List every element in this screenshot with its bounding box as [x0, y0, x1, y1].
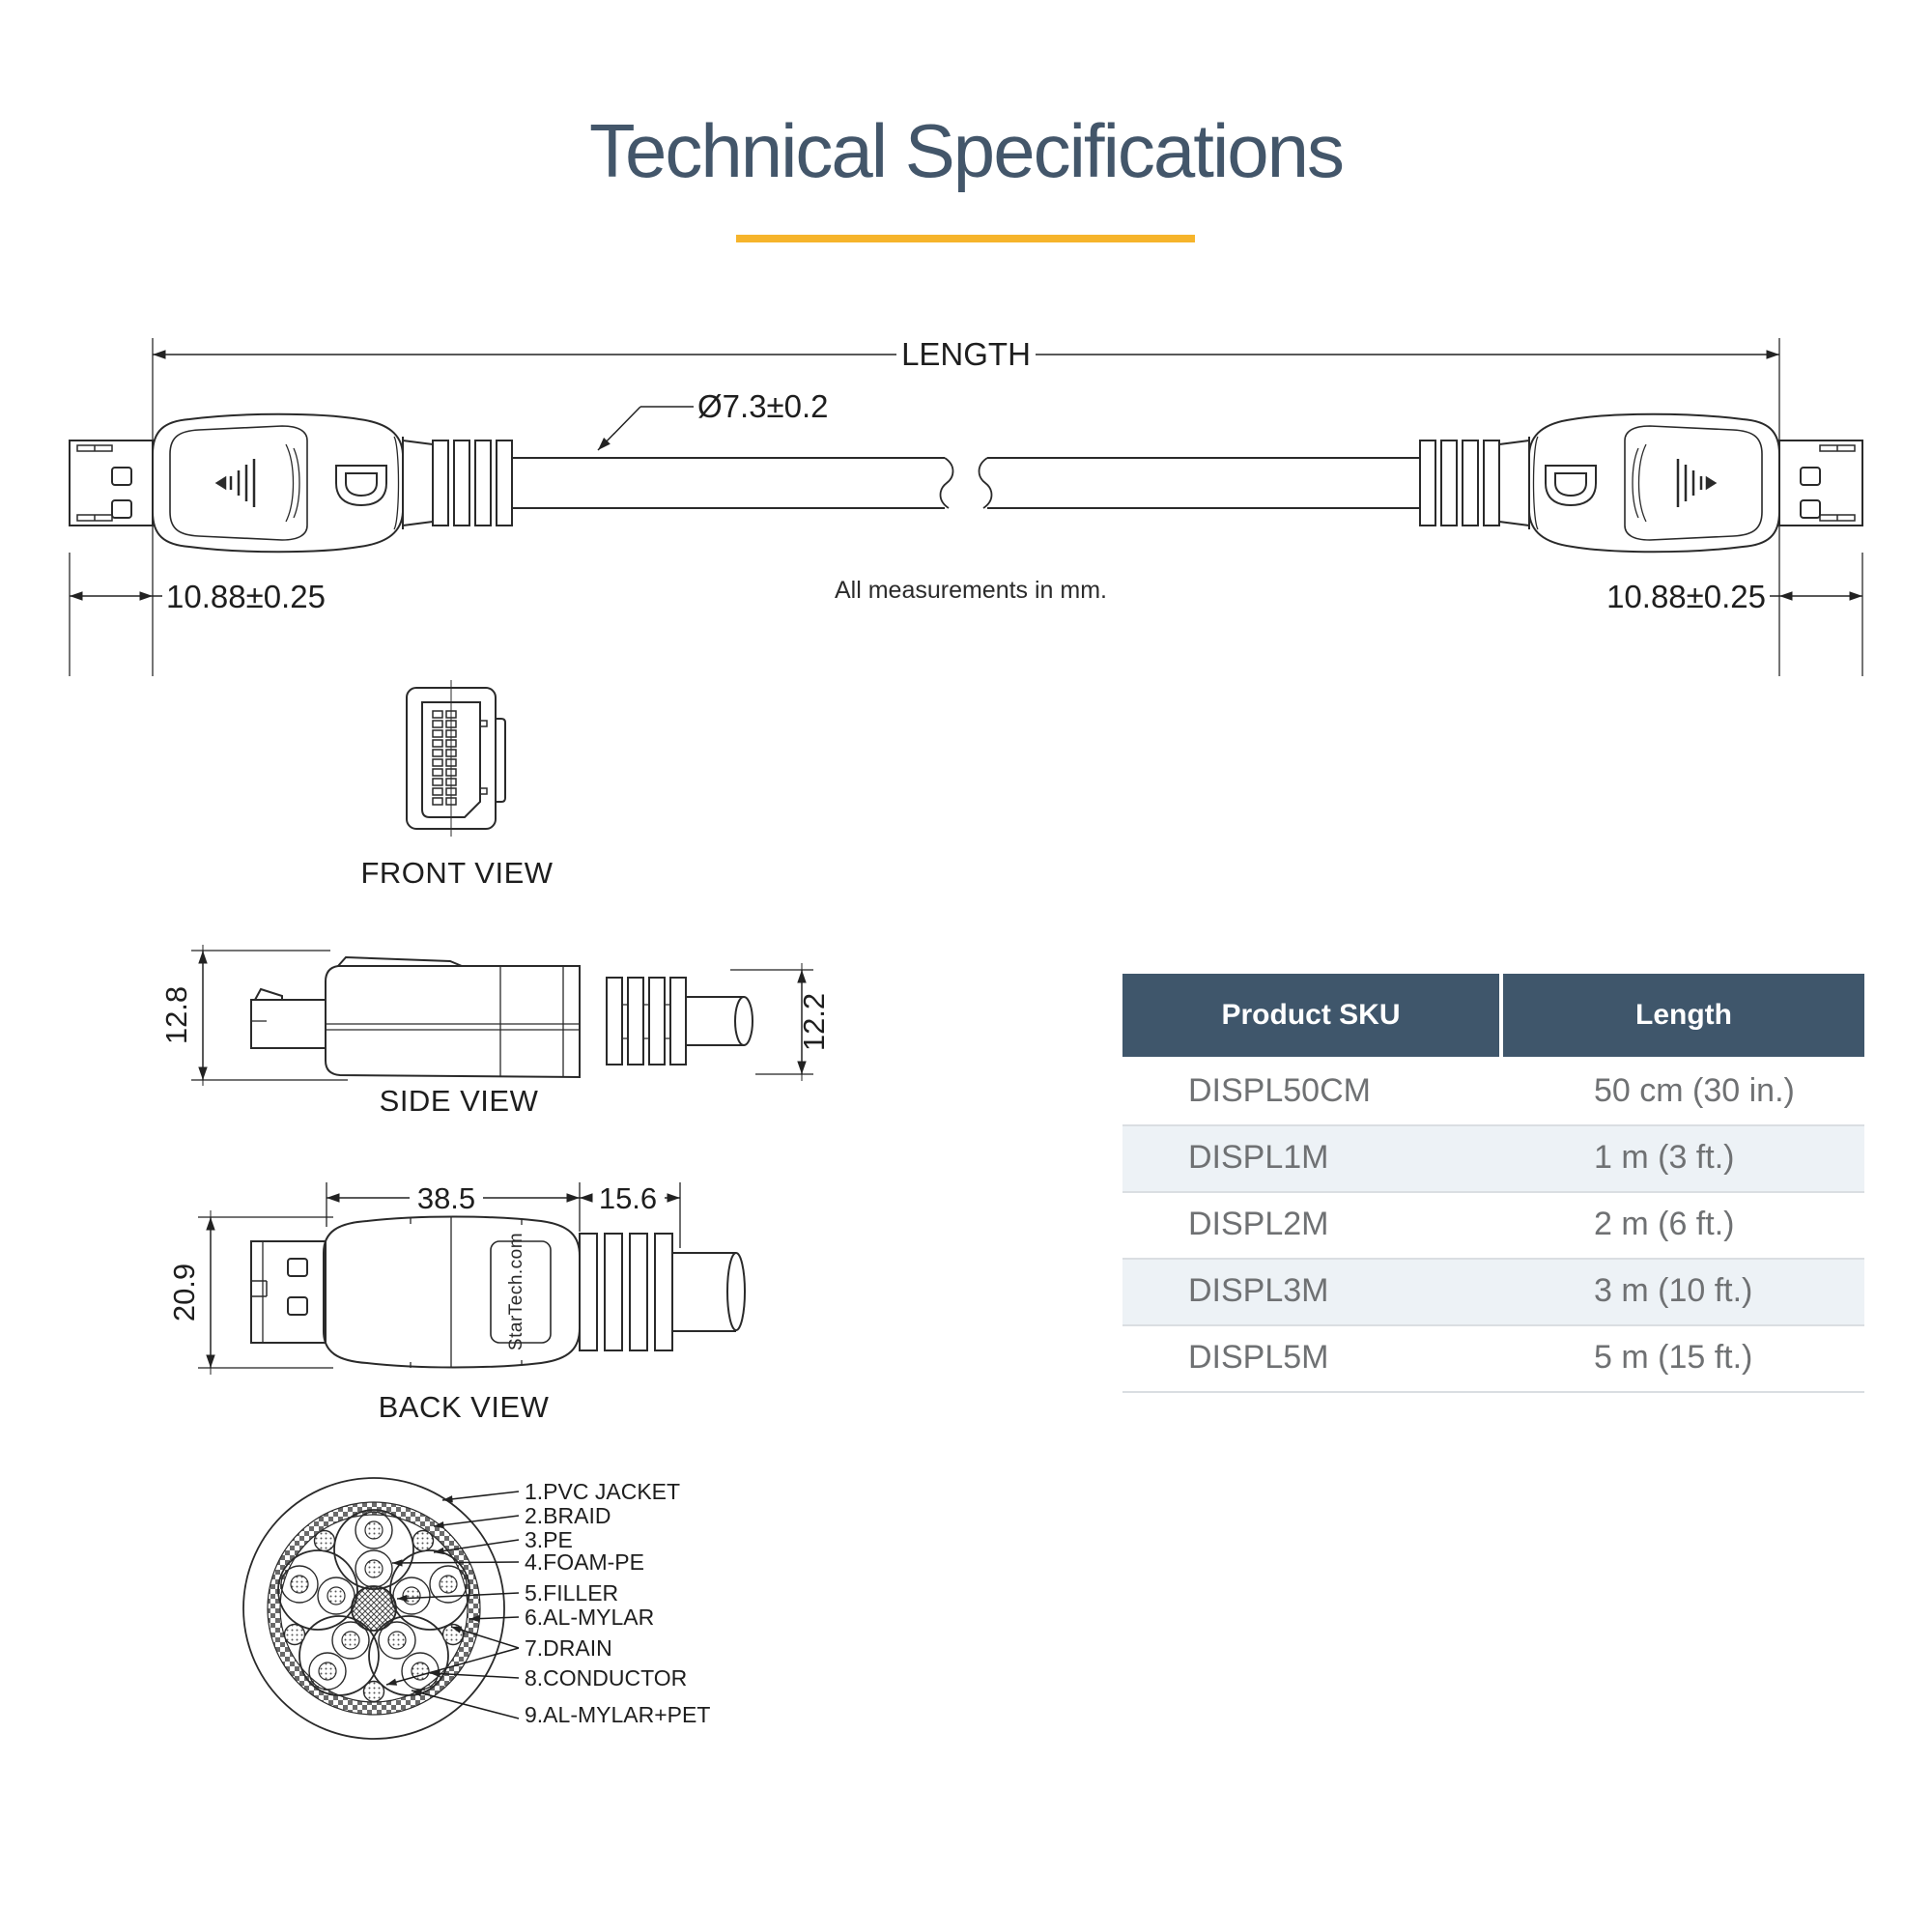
side-height-dimension-left — [191, 945, 348, 1086]
sku-cell: DISPL5M — [1188, 1338, 1329, 1376]
plug-depth-label-right: 10.88±0.25 — [1606, 579, 1766, 614]
length-cell: 2 m (6 ft.) — [1594, 1205, 1735, 1242]
cross-section-label: 8.CONDUCTOR — [525, 1665, 688, 1690]
back-boot-width-label: 15.6 — [598, 1181, 658, 1215]
column-header-length: Length — [1503, 974, 1864, 1057]
twisted-pair — [278, 1550, 357, 1630]
cross-section-label: 9.AL-MYLAR+PET — [525, 1702, 711, 1727]
length-cell: 50 cm (30 in.) — [1594, 1071, 1795, 1109]
side-view-label: SIDE VIEW — [379, 1084, 539, 1118]
column-header-sku: Product SKU — [1122, 974, 1499, 1057]
length-cell: 3 m (10 ft.) — [1594, 1271, 1753, 1309]
diameter-callout — [598, 407, 694, 450]
cross-section-label: 4.FOAM-PE — [525, 1549, 644, 1575]
sku-cell: DISPL50CM — [1188, 1071, 1371, 1109]
front-view-label: FRONT VIEW — [360, 856, 554, 890]
cross-section-label: 7.DRAIN — [525, 1635, 612, 1661]
sku-table-body — [1122, 1060, 1864, 1393]
sku-cell: DISPL2M — [1188, 1205, 1329, 1242]
back-height-label: 20.9 — [167, 1263, 201, 1322]
length-dimension-label: LENGTH — [901, 336, 1031, 372]
dp-triangle-icon — [217, 459, 254, 507]
back-height-dimension — [198, 1210, 333, 1375]
table-row — [1122, 1326, 1864, 1393]
table-row — [1122, 1193, 1864, 1260]
plug-depth-label-left: 10.88±0.25 — [166, 579, 326, 614]
side-height-label-right: 12.2 — [797, 992, 831, 1052]
page-title: Technical Specifications — [588, 108, 1344, 193]
sku-table-header — [1122, 974, 1864, 1057]
table-row — [1122, 1260, 1864, 1326]
measurements-note: All measurements in mm. — [834, 577, 1108, 604]
displayport-d-icon — [336, 466, 386, 505]
front-view-drawing — [348, 667, 580, 850]
back-view-label: BACK VIEW — [378, 1390, 550, 1424]
side-height-label-left: 12.8 — [159, 985, 193, 1045]
length-cell: 5 m (15 ft.) — [1594, 1338, 1753, 1376]
cross-section-label: 5.FILLER — [525, 1580, 619, 1605]
cross-section-label: 1.PVC JACKET — [525, 1479, 681, 1504]
table-row — [1122, 1060, 1864, 1126]
length-cell: 1 m (3 ft.) — [1594, 1138, 1735, 1176]
cable-length-drawing — [0, 246, 1932, 691]
sku-cell: DISPL3M — [1188, 1271, 1329, 1309]
cross-section-label: 3.PE — [525, 1527, 573, 1552]
twisted-pair — [334, 1510, 413, 1589]
cross-section-label: 6.AL-MYLAR — [525, 1605, 655, 1630]
title-underline — [736, 235, 1195, 242]
table-row — [1122, 1126, 1864, 1193]
cross-section-label: 2.BRAID — [525, 1503, 611, 1528]
brand-plate-text: StarTech.com — [506, 1232, 526, 1351]
side-view-drawing — [155, 923, 831, 1096]
sku-table — [1122, 974, 1864, 1393]
sku-cell: DISPL1M — [1188, 1138, 1329, 1176]
back-view-drawing — [155, 1145, 831, 1425]
back-body-width-label: 38.5 — [416, 1181, 476, 1215]
cable-cross-section-drawing — [213, 1459, 1430, 1748]
diameter-label: Ø7.3±0.2 — [697, 388, 829, 424]
